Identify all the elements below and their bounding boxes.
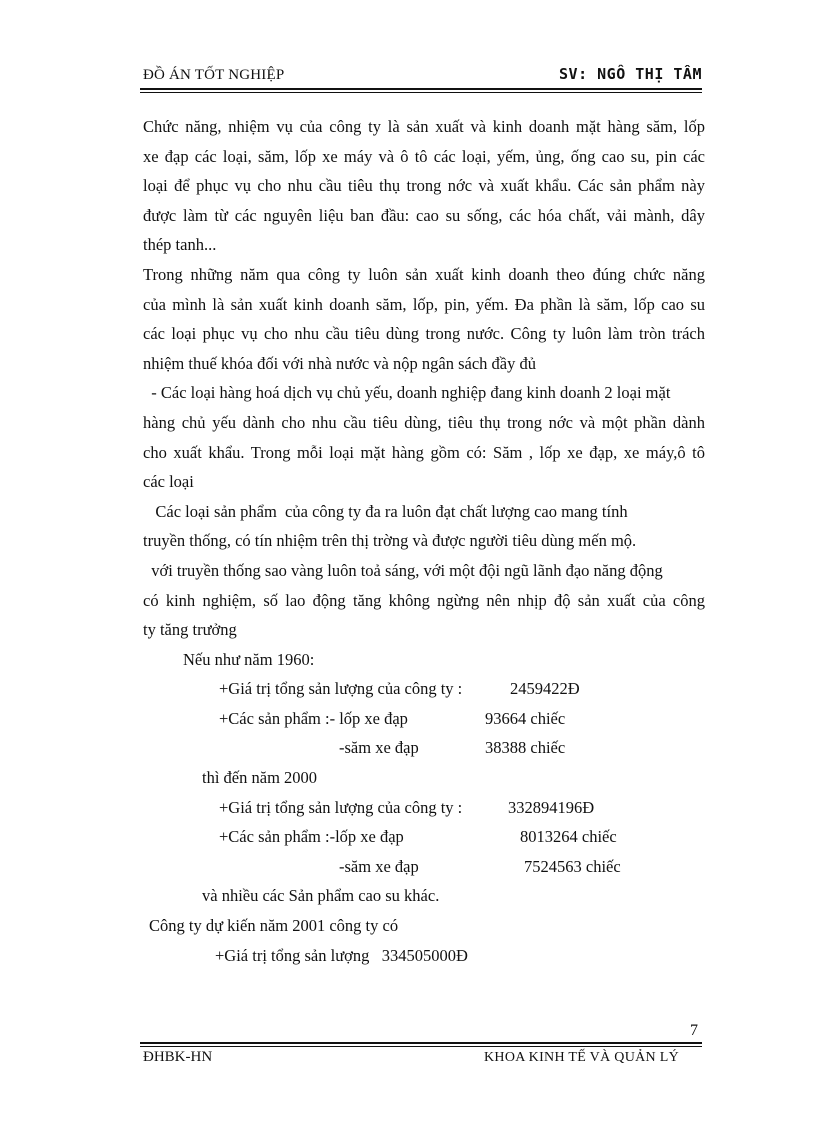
header-rule <box>140 88 702 90</box>
text-line: cho xuất khẩu. Trong mỗi loại mặt hàng gồm có: Săm , lốp xe đạp, xe máy,ô tô <box>143 442 705 462</box>
production-stats <box>143 645 705 971</box>
stats-row <box>143 911 705 941</box>
text-line: của mình là sản xuất kinh doanh săm, lốp, pin, yếm. Đa phần là săm, lốp cao su <box>143 294 705 314</box>
year-1960-intro: Nếu như năm 1960: <box>183 649 315 669</box>
stats-row <box>143 645 705 675</box>
stats-row <box>143 793 705 823</box>
footer-university: ĐHBK-HN <box>143 1049 213 1065</box>
text-line: Các loại sản phẩm của công ty đa ra luôn đạt chất lượng cao mang tính <box>143 501 628 521</box>
year-2001-intro: Công ty dự kiến năm 2001 công ty có <box>149 916 399 936</box>
text-line: hàng chủ yếu dành cho nhu cầu tiêu dùng, tiêu thụ trong nớc và một phần dành <box>143 412 705 432</box>
paragraph-5 <box>143 556 705 645</box>
stats-row <box>143 881 705 911</box>
text-line: ty tăng trưởng <box>143 620 237 640</box>
paragraph-4 <box>143 497 705 556</box>
text-line: các loại <box>143 472 194 492</box>
text-line: thép tanh... <box>143 235 217 255</box>
year-1960-tires: 93664 chiếc <box>485 708 566 728</box>
stats-row <box>143 852 705 882</box>
text-line: có kinh nghiệm, số lao động tăng không ngừng nên nhịp độ sản xuất của công <box>143 590 705 610</box>
text-line: với truyền thống sao vàng luôn toả sáng, với một đội ngũ lãnh đạo năng động <box>143 560 663 580</box>
footer-rule-thin <box>140 1046 702 1047</box>
year-2000-value-label: +Giá trị tổng sản lượng của công ty : <box>219 797 463 817</box>
stats-row <box>143 674 705 704</box>
year-2001-value: +Giá trị tổng sản lượng 334505000Đ <box>215 945 468 965</box>
year-2000-tubes: 7524563 chiếc <box>524 856 621 876</box>
stats-row <box>143 733 705 763</box>
text-line: các loại phục vụ cho nhu cầu tiêu dùng trong nước. Công ty luôn làm tròn trách <box>143 324 705 344</box>
page-number: 7 <box>690 1022 698 1039</box>
year-2000-intro: thì đến năm 2000 <box>202 768 318 788</box>
year-2000-tubes-label: -săm xe đạp <box>339 856 419 876</box>
text-line: Trong những năm qua công ty luôn sản xuất kinh doanh theo đúng chức năng <box>143 264 705 284</box>
footer-rule <box>140 1042 702 1044</box>
year-2000-products-label: +Các sản phẩm :-lốp xe đạp <box>219 827 404 847</box>
year-1960-products-label: +Các sản phẩm :- lốp xe đạp <box>219 708 408 728</box>
other-products-note: và nhiều các Sản phẩm cao su khác. <box>202 886 440 906</box>
paragraph-2 <box>143 260 705 378</box>
stats-row <box>143 763 705 793</box>
paragraph-3 <box>143 378 705 496</box>
text-line: được làm từ các nguyên liệu ban đầu: cao su sống, các hóa chất, vải mành, dây <box>143 205 705 225</box>
paragraph-1 <box>143 112 705 260</box>
stats-row <box>143 941 705 971</box>
text-line: truyền thống, có tín nhiệm trên thị trờng và được người tiêu dùng mến mộ. <box>143 531 637 551</box>
footer-faculty: KHOA KINH TẾ VÀ QUẢN LÝ <box>484 1050 679 1065</box>
year-1960-value-label: +Giá trị tổng sản lượng của công ty : <box>219 679 463 699</box>
text-line: - Các loại hàng hoá dịch vụ chủ yếu, doanh nghiệp đang kinh doanh 2 loại mặt <box>143 383 671 403</box>
year-1960-value: 2459422Đ <box>510 679 580 699</box>
header-student-name: SV: NGÔ THỊ TÂM <box>559 65 702 83</box>
year-2000-tires: 8013264 chiếc <box>520 827 617 847</box>
year-2000-value: 332894196Đ <box>508 797 595 817</box>
stats-row <box>143 704 705 734</box>
year-1960-tubes-label: -săm xe đạp <box>339 738 419 758</box>
text-line: loại để phục vụ cho nhu cầu tiêu thụ trong nớc và xuất khẩu. Các sản phẩm này <box>143 176 705 196</box>
header-title: ĐỒ ÁN TỐT NGHIỆP <box>143 67 285 83</box>
text-line: Chức năng, nhiệm vụ của công ty là sản xuất và kinh doanh mặt hàng săm, lốp <box>143 117 705 136</box>
year-1960-tubes: 38388 chiếc <box>485 738 566 758</box>
text-line: nhiệm thuế khóa đối với nhà nước và nộp ngân sách đầy đủ <box>143 353 536 373</box>
text-line: xe đạp các loại, săm, lốp xe máy và ô tô các loại, yếm, ủng, ống cao su, pin các <box>143 146 705 166</box>
document-body <box>143 112 705 970</box>
header-rule-thin <box>140 92 702 93</box>
stats-row <box>143 822 705 852</box>
